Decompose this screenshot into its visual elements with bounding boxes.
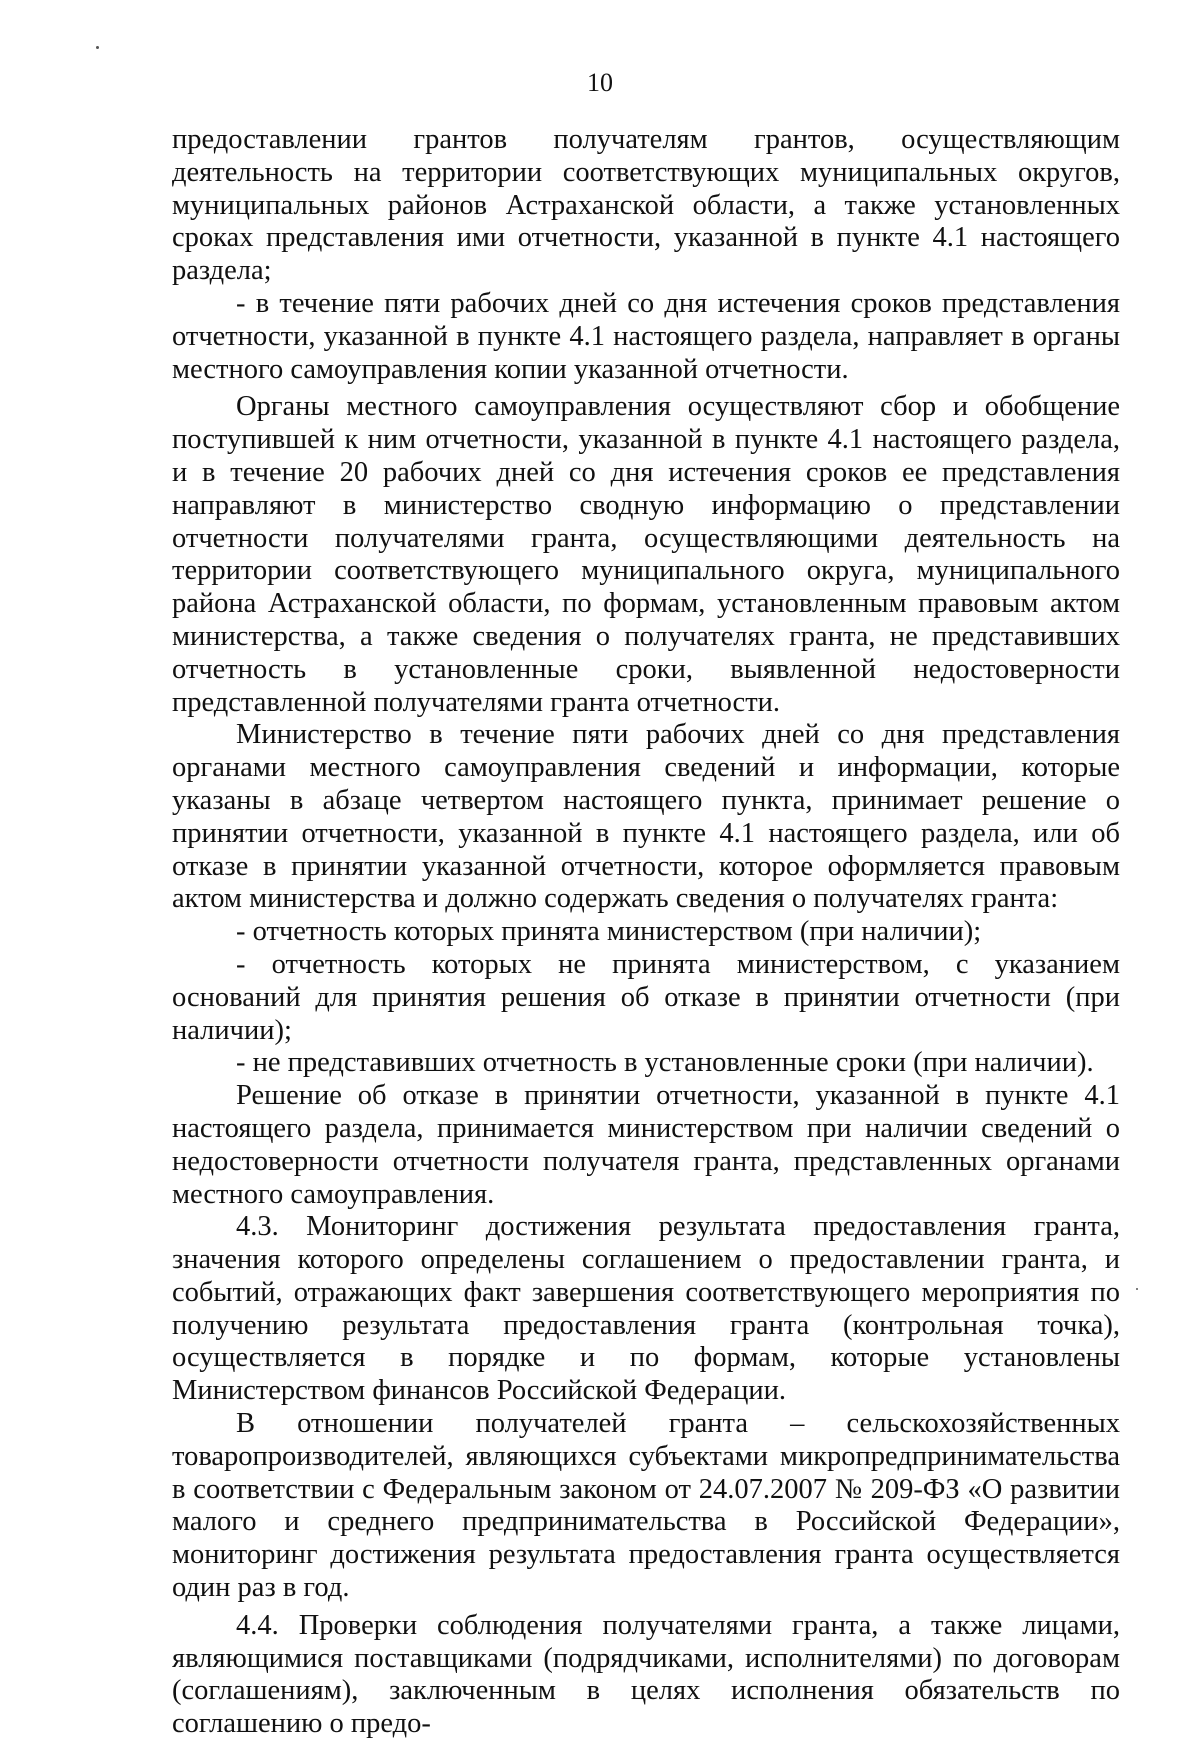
page-number: 10 <box>587 68 613 97</box>
list-item-not-accepted: - отчетность которых не принята министерством, с указанием оснований для принятия решения об отказе в принятии отчетности (при наличии); <box>172 948 1120 1046</box>
scan-speck <box>96 46 99 49</box>
paragraph-ministry-decision: Министерство в течение пяти рабочих дней со дня представления органами местного самоуправления сведений и информации, которые указаны в абзаце четвертом настоящего пункта, принимает решение о принятии отчетности, указанной в пункте 4.1 настоящего раздела, или об отказе в принятии указанной отчетности, которое оформляется правовым актом министерства и должно содержать сведения о получателях гранта: <box>172 719 1120 915</box>
paragraph-section-4-3: 4.3. Мониторинг достижения результата предоставления гранта, значения которого определены соглашением о предоставлении гранта, и событий, отражающих факт завершения соответствующего мероприятия по получению результата предоставления гранта (контрольная точка), осуществляется в порядке и по формам, которые установлены Министерством финансов Российской Федерации. <box>172 1211 1120 1407</box>
paragraph-micro-enterprises: В отношении получателей гранта – сельскохозяйственных товаропроизводителей, являющихся субъектами микропредпринимательства в соответствии с Федеральным законом от 24.07.2007 № 209-ФЗ «О развитии малого и среднего предпринимательства в Российской Федерации», мониторинг достижения результата предоставления гранта осуществляется один раз в год. <box>172 1408 1120 1604</box>
paragraph-section-4-4: 4.4. Проверки соблюдения получателями гранта, а также лицами, являющимися поставщиками (подрядчиками, исполнителями) по договорам (соглашениям), заключенным в целях исполнения обязательств по соглашению о предо- <box>172 1609 1120 1740</box>
paragraph-refusal-decision: Решение об отказе в принятии отчетности, указанной в пункте 4.1 настоящего раздела, принимается министерством при наличии сведений о недостоверности отчетности получателя гранта, представленных органами местного самоуправления. <box>172 1080 1120 1210</box>
paragraph-send-copies: - в течение пяти рабочих дней со дня истечения сроков представления отчетности, указанной в пункте 4.1 настоящего раздела, направляет в органы местного самоуправления копии указанной отчетности. <box>172 287 1120 385</box>
paragraph-continuation: предоставлении грантов получателям грантов, осуществляющим деятельность на территории соответствующих муниципальных округов, муниципальных районов Астраханской области, а также установленных сроках представления ими отчетности, указанной в пункте 4.1 настоящего раздела; <box>172 124 1120 287</box>
list-item-accepted: - отчетность которых принята министерством (при наличии); <box>236 916 982 948</box>
scan-speck <box>1136 1288 1138 1290</box>
document-body <box>172 124 1120 1741</box>
paragraph-local-authorities: Органы местного самоуправления осуществляют сбор и обобщение поступившей к ним отчетности, указанной в пункте 4.1 настоящего раздела, и в течение 20 рабочих дней со дня истечения сроков ее представления направляют в министерство сводную информацию о представлении отчетности получателями гранта, осуществляющими деятельность на территории соответствующего муниципального округа, муниципального района Астраханской области, по формам, установленным правовым актом министерства, а также сведения о получателях гранта, не представивших отчетность в установленные сроки, выявленной недостоверности представленной получателями гранта отчетности. <box>172 391 1120 718</box>
list-item-not-submitted: - не представивших отчетность в установленные сроки (при наличии). <box>236 1047 1094 1079</box>
